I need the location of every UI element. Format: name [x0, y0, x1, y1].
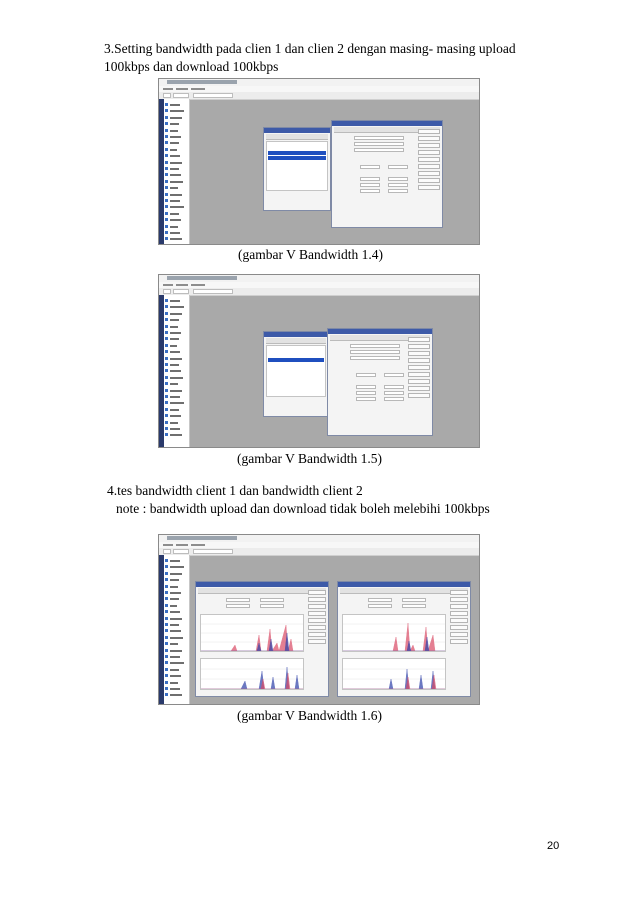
- traffic-graph-packets: [342, 658, 446, 690]
- queue-traffic-window-client-1: [195, 581, 329, 697]
- simple-queues-list-window: [263, 331, 329, 417]
- figure-caption-1-4: (gambar V Bandwidth 1.4): [238, 247, 383, 262]
- winbox-sidebar: [159, 555, 190, 704]
- simple-queue-dialog: [327, 328, 433, 436]
- section-4-line-1: 4.tes bandwidth client 1 dan bandwidth client 2: [107, 483, 363, 498]
- section-3-line-2: 100kbps dan download 100kbps: [104, 59, 279, 74]
- winbox-screenshot-1-4: [158, 78, 480, 245]
- section-4-line-2: note : bandwidth upload dan download tidak boleh melebihi 100kbps: [116, 501, 490, 516]
- winbox-sidebar: [159, 295, 190, 447]
- figure-caption-1-5: (gambar V Bandwidth 1.5): [237, 451, 382, 466]
- page-number: 20: [547, 840, 560, 852]
- traffic-graph-bits: [342, 614, 446, 652]
- traffic-graph-bits: [200, 614, 304, 652]
- queue-traffic-window-client-2: [337, 581, 471, 697]
- simple-queues-list-window: [263, 127, 331, 211]
- winbox-sidebar: [159, 99, 190, 244]
- section-3-line-1: 3.Setting bandwidth pada clien 1 dan clien 2 dengan masing- masing upload: [104, 41, 516, 56]
- simple-queue-dialog: [331, 120, 443, 228]
- winbox-screenshot-1-6: [158, 534, 480, 705]
- traffic-graph-packets: [200, 658, 304, 690]
- figure-caption-1-6: (gambar V Bandwidth 1.6): [237, 708, 382, 723]
- winbox-screenshot-1-5: [158, 274, 480, 448]
